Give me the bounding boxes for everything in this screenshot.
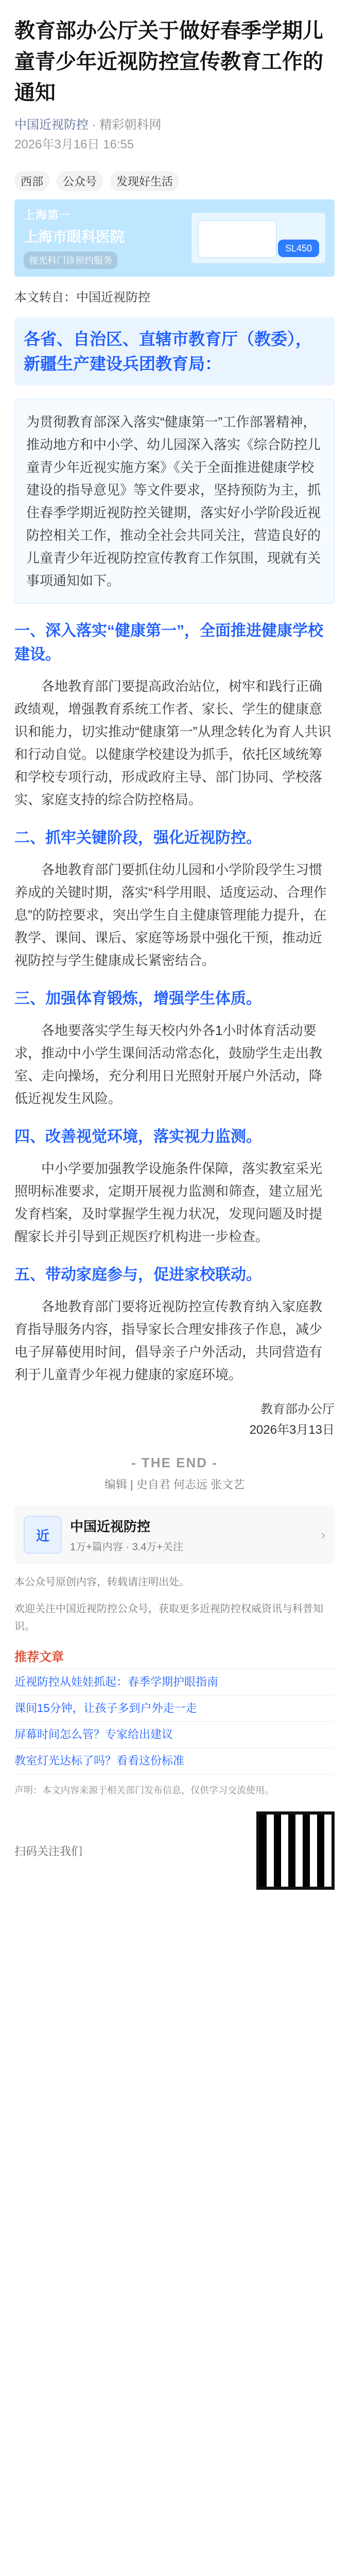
account-card-desc: 1万+篇内容 · 3.4万+关注 xyxy=(70,1541,184,1553)
banner-city: 上海第一 xyxy=(24,209,72,222)
recommend-item[interactable]: 教室灯光达标了吗？看看这份标准 xyxy=(14,1748,335,1774)
recommend-item[interactable]: 课间15分钟，让孩子多到户外走一走 xyxy=(14,1696,335,1722)
copyright-line: 本公众号原创内容，转载请注明出处。 xyxy=(14,1577,189,1588)
section-heading-4: 四、改善视觉环境，落实视力监测。 xyxy=(14,1128,261,1145)
chevron-right-icon: › xyxy=(321,1527,325,1543)
banner-title: 上海市眼科医院 xyxy=(24,229,125,245)
account-link[interactable]: 中国近视防控 xyxy=(14,118,89,132)
publisher-name: 精彩朝科网 xyxy=(99,118,162,132)
section-heading-5: 五、带动家庭参与，促进家校联动。 xyxy=(14,1266,261,1283)
qr-code-icon xyxy=(256,1811,335,1890)
hero-banner[interactable] xyxy=(14,199,335,277)
ad-text: 欢迎关注中国近视防控公众号，获取更多近视防控权威资讯与科普知识。 xyxy=(14,1603,323,1632)
banner-subtitle: 视光科门诊预约服务 xyxy=(24,251,117,269)
article-meta xyxy=(14,115,335,155)
account-card[interactable] xyxy=(14,1505,335,1564)
recommend-item[interactable]: 屏幕时间怎么管？专家给出建议 xyxy=(14,1722,335,1748)
section-heading-2: 二、抓牢关键阶段，强化近视防控。 xyxy=(14,829,261,846)
article-title: 教育部办公厅关于做好春季学期儿童青少年近视防控宣传教育工作的通知 xyxy=(14,20,323,104)
editor-line: 编辑 | 史自君 何志远 张文艺 xyxy=(104,1478,245,1491)
section-paragraph-1: 各地教育部门要提高政治站位，树牢和践行正确政绩观，增强教育系统工作者、家长、学生的健康意识和能力，切实推动“健康第一”从理念转化为育人共识和行动自觉。以健康学校建设为抓手，依托区域统筹和学校专项行动，形成政府主导、部门协同、学校落实、家庭支持的综合防控格局。 xyxy=(14,679,331,807)
signature xyxy=(14,1399,335,1440)
banner-badge: SL450 xyxy=(278,240,319,257)
recommend-title: 推荐文章 xyxy=(14,1650,64,1664)
device-illustration xyxy=(198,220,277,258)
section-paragraph-5: 各地教育部门要将近视防控宣传教育纳入家庭教育指导服务内容，指导家长合理安排孩子作息，减少电子屏幕使用时间，倡导亲子户外活动，共同营造有利于儿童青少年视力健康的家庭环境。 xyxy=(14,1299,323,1382)
source-line: 本文转自：中国近视防控 xyxy=(14,291,150,304)
signature-org: 教育部办公厅 xyxy=(260,1402,335,1416)
top-pill-bar xyxy=(14,171,335,191)
section-heading-3: 三、加强体育锻炼，增强学生体质。 xyxy=(14,990,261,1007)
banner-illustration xyxy=(191,213,325,263)
recommend-item[interactable]: 近视防控从娃娃抓起：春季学期护眼指南 xyxy=(14,1669,335,1696)
section-paragraph-2: 各地教育部门要抓住幼儿园和小学阶段学生习惯养成的关键时期，落实“科学用眼、适度运动、合理作息”的防控要求，突出学生自主健康管理能力提升，在教学、课间、课后、家庭等场景中强化干预，推动近视防控与学生健康成长紧密结合。 xyxy=(14,862,327,968)
notice-heading: 各省、自治区、直辖市教育厅（教委），新疆生产建设兵团教育局： xyxy=(24,330,312,373)
qr-section xyxy=(14,1811,335,1890)
section-paragraph-3: 各地要落实学生每天校内外各1小时体育活动要求，推动中小学生课间活动常态化，鼓励学生走出教室、走向操场，充分利用日光照射开展户外活动，降低近视发生风险。 xyxy=(14,1023,323,1106)
article-header xyxy=(0,0,349,163)
section-paragraph-4: 中小学要加强教学设施条件保障，落实教室采光照明标准要求，定期开展视力监测和筛查，建立屈光发育档案，及时掌握学生视力状况，发现问题及时提醒家长并引导到正规医疗机构进一步检查。 xyxy=(14,1161,323,1244)
topbar-item-1[interactable]: 西部 xyxy=(14,171,49,191)
section-heading-1: 一、深入落实“健康第一”，全面推进健康学校建设。 xyxy=(14,622,323,663)
end-mark: - THE END - xyxy=(131,1455,218,1470)
banner-text xyxy=(24,207,178,269)
notice-box xyxy=(14,317,335,385)
footer-note: 声明：本文内容来源于相关部门发布信息，仅供学习交流使用。 xyxy=(14,1785,274,1795)
meta-separator: · xyxy=(92,118,100,132)
account-avatar: 近 xyxy=(24,1516,62,1554)
publish-time: 2026年3月16日 16:55 xyxy=(14,138,134,151)
recommend-list xyxy=(14,1669,335,1774)
account-card-name: 中国近视防控 xyxy=(70,1519,151,1534)
qr-hint: 扫码关注我们 xyxy=(14,1844,83,1858)
signature-date: 2026年3月13日 xyxy=(249,1423,335,1437)
topbar-item-2[interactable]: 公众号 xyxy=(57,171,103,191)
account-card-text xyxy=(70,1516,183,1553)
intro-callout: 为贯彻教育部深入落实“健康第一”工作部署精神，推动地方和中小学、幼儿园深入落实《综合防控儿童青少年近视实施方案》《关于全面推进健康学校建设的指导意见》等文件要求，坚持预防为主，抓住春季学期近视防控关键期，落实好小学阶段近视防控相关工作，推动全社会共同关注，营造良好的儿童青少年近视防控宣传教育工作氛围，现就有关事项通知如下。 xyxy=(14,399,335,604)
topbar-item-3[interactable]: 发现好生活 xyxy=(110,171,179,191)
